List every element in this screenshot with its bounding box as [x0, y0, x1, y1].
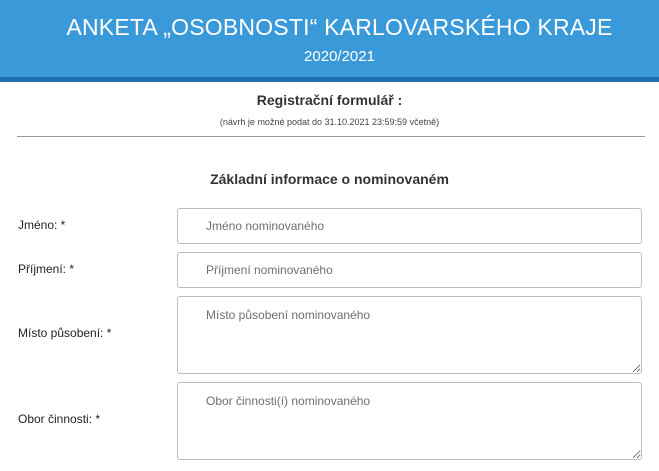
workplace-label: Místo působení: *: [18, 326, 112, 340]
surname-input[interactable]: [177, 252, 642, 288]
form-divider: [17, 136, 645, 137]
field-of-activity-label: Obor činnosti: *: [18, 412, 101, 426]
surname-label: Příjmení: *: [18, 262, 75, 276]
name-input[interactable]: [177, 208, 642, 244]
page-header: [0, 0, 659, 77]
section-title: Základní informace o nominovaném: [210, 171, 449, 187]
workplace-textarea[interactable]: [177, 296, 642, 374]
form-deadline-note: (návrh je možné podat do 31.10.2021 23:59:59 včetně): [219, 117, 440, 127]
header-accent-line: [0, 77, 659, 82]
page-title: ANKETA „OSOBNOSTI“ KARLOVARSKÉHO KRAJE: [66, 14, 613, 40]
field-of-activity-textarea[interactable]: [177, 382, 642, 460]
page-subtitle-year: 2020/2021: [304, 48, 375, 65]
name-label: Jméno: *: [18, 218, 66, 232]
form-title: Registrační formulář :: [256, 92, 403, 108]
